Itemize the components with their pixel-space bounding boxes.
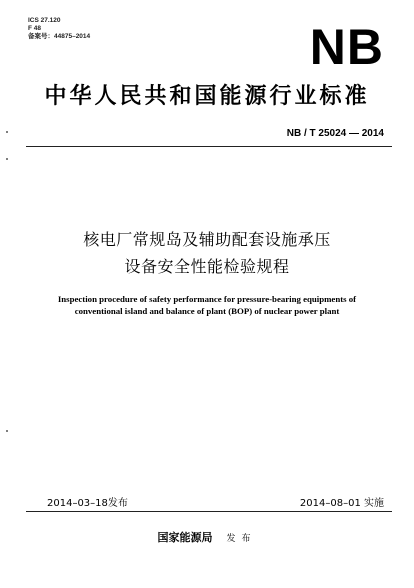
title-en bbox=[0, 293, 414, 317]
title-zh-line1: 核电厂常规岛及辅助配套设施承压 bbox=[83, 230, 331, 249]
top-divider bbox=[26, 146, 392, 147]
ccs-code: F 48 bbox=[28, 25, 42, 32]
title-en-line2: conventional island and balance of plant (BOP) of nuclear power plant bbox=[74, 306, 340, 316]
publisher bbox=[0, 529, 414, 545]
header-title: 中华人民共和国能源行业标准 bbox=[44, 83, 370, 109]
scan-mark bbox=[6, 430, 8, 432]
title-zh-line2: 设备安全性能检验规程 bbox=[124, 257, 290, 276]
implementation-date: 2014–08–01 实施 bbox=[299, 498, 384, 509]
scan-mark bbox=[6, 158, 8, 160]
nb-logo: NB bbox=[309, 19, 384, 75]
scan-mark bbox=[6, 131, 8, 133]
filing-number: 备案号：44875–2014 bbox=[28, 33, 91, 40]
ics-code: ICS 27.120 bbox=[28, 17, 61, 24]
title-en-line1: Inspection procedure of safety performance for pressure-bearing equipments of bbox=[57, 294, 357, 304]
publisher-name: 国家能源局 bbox=[157, 531, 213, 544]
standard-code: NB / T 25024 — 2014 bbox=[286, 128, 384, 139]
issue-date: 2014–03–18发布 bbox=[47, 498, 128, 509]
publisher-action: 发布 bbox=[226, 534, 257, 544]
bottom-divider bbox=[26, 511, 392, 512]
